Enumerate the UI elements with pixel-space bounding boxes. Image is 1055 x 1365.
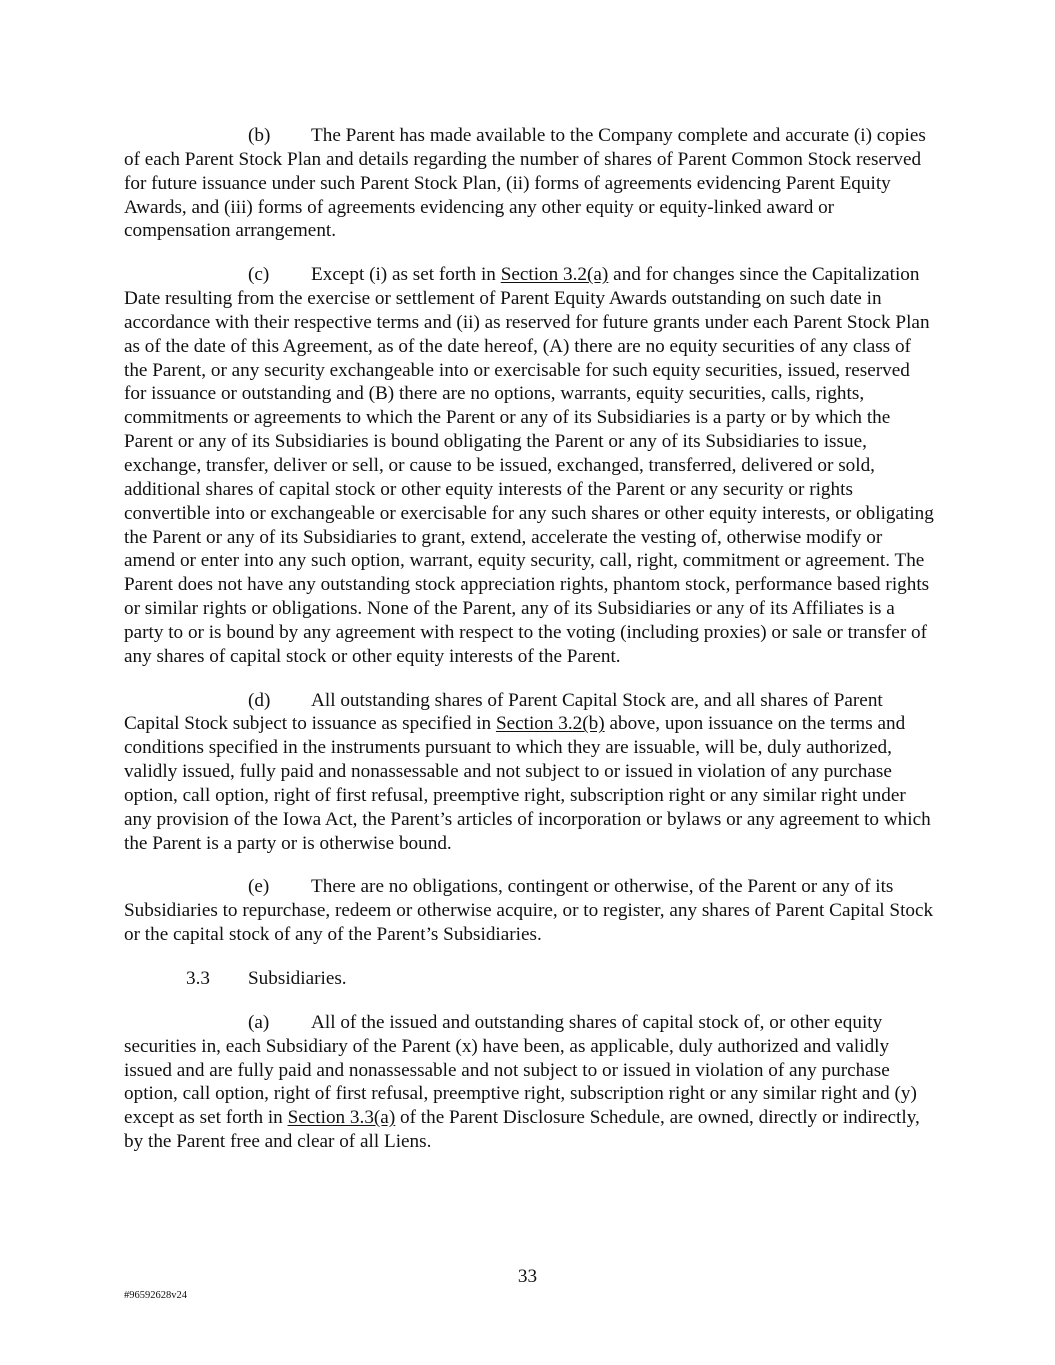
paragraph-d: [124, 689, 934, 856]
section-reference: Section 3.2(b): [495, 713, 605, 735]
paragraph-text: All of the issued and outstanding shares of capital stock of, or other equity securities in, each Subsidiary of the Parent (x) have been, as applicable, duly authorized and validly issued and are fully paid and nonassessable and not subject to or issued in violation of any purchase option, call option, right of first refusal, preemptive right, subscription right or any similar right and (y) except as set forth in: [124, 1011, 917, 1129]
paragraph-text: All outstanding shares of Parent Capital Stock are, and all shares of Parent Capital Stock subject to issuance as specified in: [124, 689, 883, 735]
section-reference: Section 3.2(a): [500, 264, 609, 286]
paragraph-text: above, upon issuance on the terms and conditions specified in the instruments pursuant to which they are issuable, will be, duly authorized, validly issued, fully paid and nonassessable and not subject to or issued in violation of any purchase option, call option, right of first refusal, preemptive right, subscription right or any similar right under any provision of the Iowa Act, the Parent’s articles of incorporation or bylaws or any agreement to which the Parent is a party or is otherwise bound.: [124, 713, 931, 854]
paragraph-text: The Parent has made available to the Company complete and accurate (i) copies of each Parent Stock Plan and details regarding the number of shares of Parent Common Stock reserved for future issuance under such Parent Stock Plan, (ii) forms of agreements evidencing Parent Equity Awards, and (iii) forms of agreements evidencing any other equity or equity-linked award or compensation arrangement.: [124, 125, 926, 242]
section-number: 3.3: [186, 968, 210, 989]
section-reference: Section 3.3(a): [287, 1107, 396, 1129]
paragraph-label: (a): [248, 1011, 270, 1033]
paragraph-label: (c): [248, 264, 270, 286]
paragraph-text: Except (i) as set forth in: [311, 264, 501, 286]
paragraph-b: [124, 124, 934, 243]
document-body: [124, 124, 934, 1174]
page-number: 33: [517, 1266, 538, 1287]
paragraph-text: of the Parent Disclosure Schedule, are owned, directly or indirectly, by the Parent free and clear of all Liens.: [124, 1107, 920, 1153]
paragraph-3-3-a: [124, 1011, 934, 1154]
paragraph-e: [124, 875, 934, 947]
paragraph-label: (e): [248, 876, 270, 898]
paragraph-text: There are no obligations, contingent or otherwise, of the Parent or any of its Subsidiaries to repurchase, redeem or otherwise acquire, or to register, any shares of Parent Capital Stock or the capital stock of any of the Parent’s Subsidiaries.: [124, 876, 934, 946]
section-title: Subsidiaries.: [248, 968, 347, 989]
paragraph-label: (b): [248, 125, 271, 146]
paragraph-label: (d): [248, 689, 271, 711]
paragraph-c: [124, 263, 934, 668]
paragraph-text: and for changes since the Capitalization Date resulting from the exercise or settlement of Parent Equity Awards outstanding on such date in accordance with their respective terms and (ii) as reserved for future grants under each Parent Stock Plan as of the date of this Agreement, as of the date hereof, (A) there are no equity securities of any class of the Parent, or any security exchangeable into or exercisable for such equity securities, issued, reserved for issuance or outstanding and (B) there are no options, warrants, equity securities, calls, rights, commitments or agreements to which the Parent or any of its Subsidiaries is a party or by which the Parent or any of its Subsidiaries is bound obligating the Parent or any of its Subsidiaries to issue, exchange, transfer, deliver or sell, or cause to be issued, exchanged, transferred, delivered or sold, additional shares of capital stock or other equity interests of the Parent or any security or rights convertible into or exchangeable or exercisable for any such shares or other equity interests, or obligating the Parent or any of its Subsidiaries to grant, extend, accelerate the vesting of, otherwise modify or amend or enter into any such option, warrant, equity security, call, right, commitment or agreement. The Parent does not have any outstanding stock appreciation rights, phantom stock, performance based rights or similar rights or obligations. None of the Parent, any of its Subsidiaries or any of its Affiliates is a party to or is bound by any agreement with respect to the voting (including proxies) or sale or transfer of any shares of capital stock or other equity interests of the Parent.: [124, 264, 934, 667]
section-heading: [124, 967, 934, 991]
document-id: #96592628v24: [124, 1290, 187, 1301]
